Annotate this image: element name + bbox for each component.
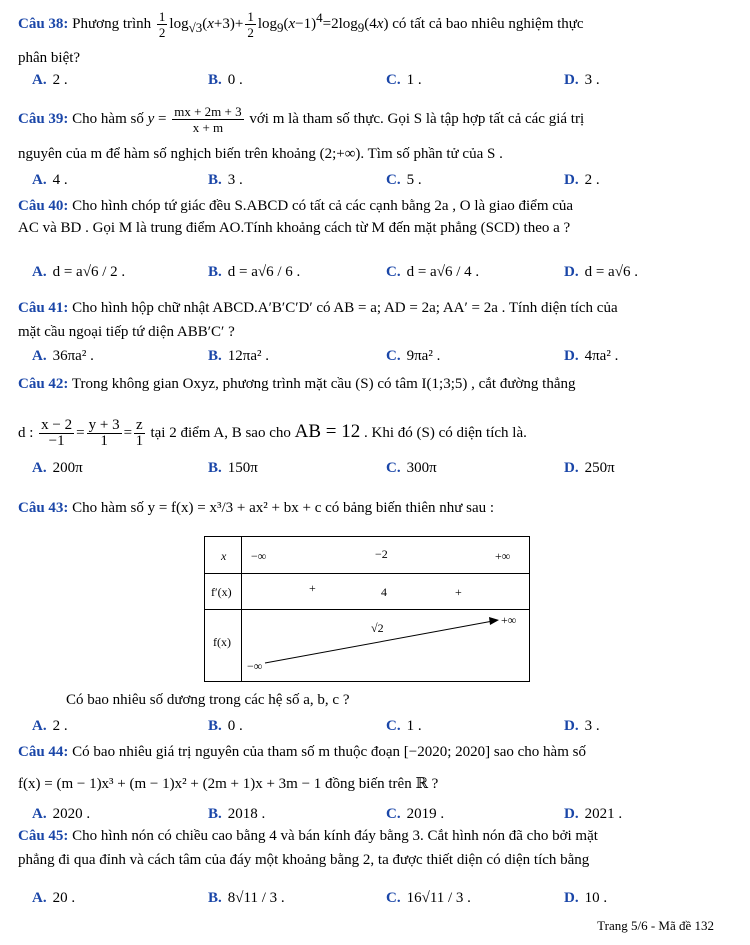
q44-line1 <box>18 742 586 762</box>
q41-label: Câu 41: <box>18 300 69 316</box>
q43-option-d[interactable]: D. 3 . <box>564 718 600 734</box>
q44-option-a[interactable]: A. 2020 . <box>32 806 91 822</box>
q45-stem-b: phẳng đi qua đỉnh và cách tâm của đáy một khoảng bằng 2, ta được thiết diện có diện tích bằng <box>18 852 590 868</box>
vt-f-val-2: +∞ <box>501 613 517 627</box>
q42-ab: AB = 12 <box>294 420 361 442</box>
q38-stem-c: phân biệt? <box>18 50 81 66</box>
q45-option-a[interactable]: A. 20 . <box>32 890 76 906</box>
q43-stem-b: Có bao nhiêu số dương trong các hệ số a, b, c ? <box>66 692 350 708</box>
q41-option-c[interactable]: C. 9πa² . <box>386 348 441 364</box>
q45-option-d[interactable]: D. 10 . <box>564 890 608 906</box>
q44-option-b[interactable]: B. 2018 . <box>208 806 266 822</box>
q42-option-d[interactable]: D. 250π <box>564 460 615 476</box>
vt-arrow <box>205 537 529 681</box>
vt-fp-val-1: 4 <box>381 585 387 599</box>
q39-line1: Câu 39: Cho hàm số y = $\frac{mx + 2m + 3}{x + m}$ với m là tham số thực. Gọi S là tập hợp tất cả các giá trị <box>18 104 585 135</box>
variation-table <box>204 536 530 682</box>
q40-stem-b: AC và BD . Gọi M là trung điểm AO.Tính khoảng cách từ M đến mặt phẳng (SCD) theo a ? <box>18 220 571 236</box>
q42-label: Câu 42: <box>18 376 69 392</box>
q41-stem-b: mặt cầu ngoại tiếp tứ diện ABB′C′ ? <box>18 324 235 340</box>
q40-line1 <box>18 196 573 216</box>
q38-equation: $\frac{1}{2}$ $\log_{√3}(x+3)+$ $\frac{1}{2}$ $\log_9(x-1)^4=2\log_9(4x)$ <box>158 9 393 41</box>
q39-option-a[interactable]: A. 4 . <box>32 172 68 188</box>
q40-option-b[interactable]: B. d = a√6 / 6 . <box>208 264 301 280</box>
q45-line1 <box>18 826 598 846</box>
q45-option-c[interactable]: C. 16√11 / 3 . <box>386 890 471 906</box>
q44-stem-a: Có bao nhiêu giá trị nguyên của tham số m thuộc đoạn [−2020; 2020] sao cho hàm số <box>72 744 586 760</box>
q40-option-c[interactable]: C. d = a√6 / 4 . <box>386 264 480 280</box>
q38-line1 <box>18 8 584 40</box>
q43-line1 <box>18 498 494 518</box>
q44-option-d[interactable]: D. 2021 . <box>564 806 623 822</box>
vt-x-label: x <box>221 549 227 563</box>
q40-label: Câu 40: <box>18 198 69 214</box>
q40-option-d[interactable]: D. d = a√6 . <box>564 264 638 280</box>
q39-option-b[interactable]: B. 3 . <box>208 172 243 188</box>
q40-option-a[interactable]: A. d = a√6 / 2 . <box>32 264 126 280</box>
q39-label: Câu 39: <box>18 110 69 127</box>
vt-f-label: f(x) <box>213 635 231 649</box>
q38-option-c[interactable]: C. 1 . <box>386 72 422 88</box>
vt-f-val-1: √2 <box>371 621 384 635</box>
vt-x-val-2: +∞ <box>495 549 511 563</box>
q41-option-a[interactable]: A. 36πa² . <box>32 348 94 364</box>
q38-stem-b: có tất cả bao nhiêu nghiệm thực <box>392 16 584 32</box>
q40-stem-a: Cho hình chóp tứ giác đều S.ABCD có tất cả các cạnh bằng 2a , O là giao điểm của <box>72 198 574 214</box>
q45-stem-a: Cho hình nón có chiều cao bằng 4 và bán kính đáy bằng 3. Cắt hình nón đã cho bởi mặt <box>72 828 598 844</box>
q39-stem-c: nguyên của m để hàm số nghịch biến trên khoảng (2;+∞). Tìm số phần tử của S . <box>18 146 503 162</box>
q41-line1 <box>18 298 618 318</box>
q45-option-b[interactable]: B. 8√11 / 3 . <box>208 890 285 906</box>
vt-f-val-0: −∞ <box>247 659 263 673</box>
q39-option-d[interactable]: D. 2 . <box>564 172 600 188</box>
q42-line2: d : $\frac{x - 2}{-1}$ = $\frac{y + 3}{1}$ = $\frac{z}{1}$ tại 2 điểm A, B sao cho AB = 12 . Khi đó (S) có diện tích là. <box>18 417 527 449</box>
q38-option-b[interactable]: B. 0 . <box>208 72 243 88</box>
q44-option-c[interactable]: C. 2019 . <box>386 806 445 822</box>
q44-stem-b: f(x) = (m − 1)x³ + (m − 1)x² + (2m + 1)x + 3m − 1 đồng biến trên ℝ ? <box>18 776 439 792</box>
vt-fp-val-0: + <box>309 581 316 595</box>
q43-option-a[interactable]: A. 2 . <box>32 718 68 734</box>
q43-stem-a: Cho hàm số y = f(x) = x³/3 + ax² + bx + c có bảng biến thiên như sau : <box>72 500 495 516</box>
q43-option-b[interactable]: B. 0 . <box>208 718 243 734</box>
q38-label: Câu 38: <box>18 16 69 32</box>
q38-option-d[interactable]: D. 3 . <box>564 72 600 88</box>
q42-option-a[interactable]: A. 200π <box>32 460 83 476</box>
q41-stem-a: Cho hình hộp chữ nhật ABCD.A′B′C′D′ có AB = a; AD = 2a; AA′ = 2a . Tính diện tích của <box>72 300 618 316</box>
vt-x-val-1: −2 <box>375 547 388 561</box>
q43-label: Câu 43: <box>18 500 69 516</box>
q38-stem-a: Phương trình <box>72 16 152 32</box>
q44-label: Câu 44: <box>18 744 69 760</box>
q45-label: Câu 45: <box>18 828 69 844</box>
q42-stem-a: Trong không gian Oxyz, phương trình mặt cầu (S) có tâm I(1;3;5) , cắt đường thẳng <box>71 376 576 392</box>
q39-stem-b: với m là tham số thực. Gọi S là tập hợp tất cả các giá trị <box>249 110 585 127</box>
q39-fraction: $\frac{mx + 2m + 3}{x + m}$ <box>174 104 242 135</box>
page-footer: Trang 5/6 - Mã đề 132 <box>597 918 714 933</box>
q39-option-c[interactable]: C. 5 . <box>386 172 422 188</box>
q38-option-a[interactable]: A. 2 . <box>32 72 68 88</box>
vt-fp-label: f′(x) <box>211 585 232 599</box>
q41-option-d[interactable]: D. 4πa² . <box>564 348 619 364</box>
q42-option-c[interactable]: C. 300π <box>386 460 437 476</box>
vt-fp-val-2: + <box>455 585 462 599</box>
q43-option-c[interactable]: C. 1 . <box>386 718 422 734</box>
q42-option-b[interactable]: B. 150π <box>208 460 258 476</box>
q41-option-b[interactable]: B. 12πa² . <box>208 348 269 364</box>
vt-x-val-0: −∞ <box>251 549 267 563</box>
q39-stem-a: Cho hàm số <box>72 110 144 127</box>
q42-line1 <box>18 374 575 394</box>
